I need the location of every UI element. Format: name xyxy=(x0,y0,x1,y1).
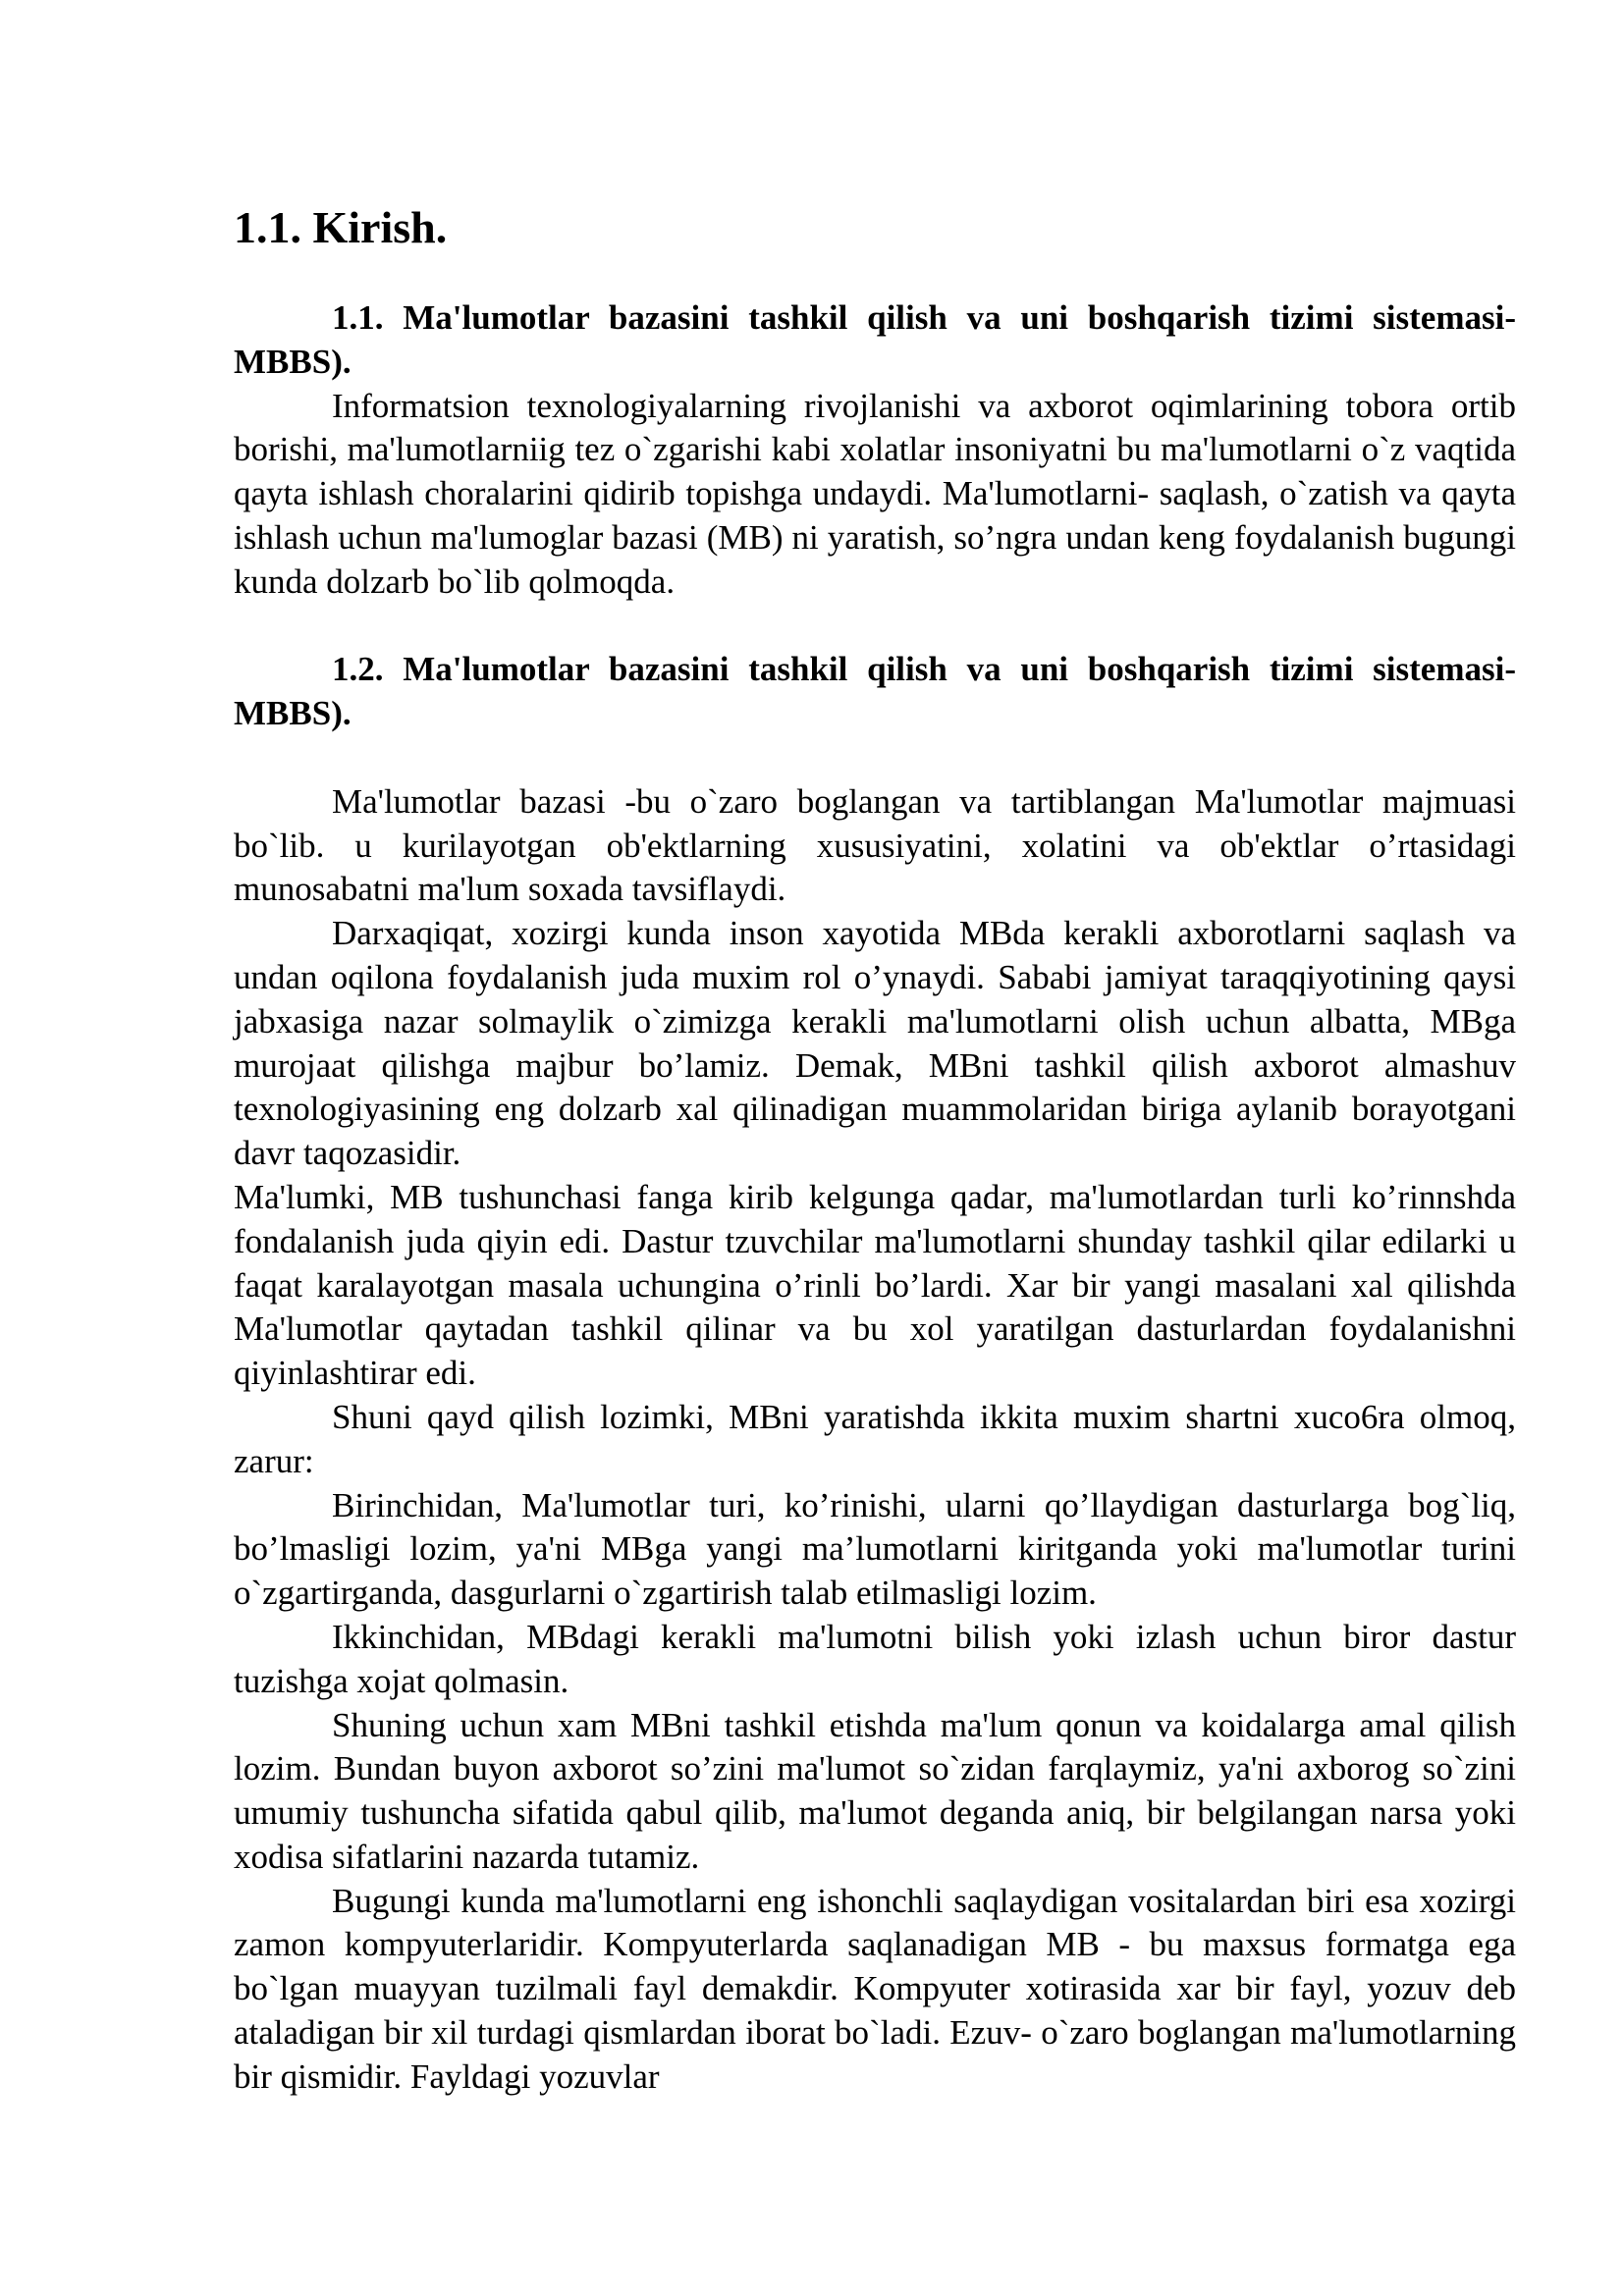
page-title: 1.1. Kirish. xyxy=(234,202,448,252)
paragraph-history: Ma'lumki, MB tushunchasi fanga kirib kelgunga qadar, ma'lumotlardan turli ko’rinnshda fondalanish juda qiyin edi. Dastur tzuvchilar ma'lumotlarni shunday tashkil qilar edilarki u faqat karalayotgan masala uchungina o’rinli bo’lardi. Xar bir yangi masalani xal qilishda Ma'lumotlar qaytadan tashkil qilinar va bu xol yaratilgan dasturlardan foydalanishni qiyinlashtirar edi. xyxy=(234,1177,1516,1393)
paragraph-second-condition: Ikkinchidan, MBdagi kerakli ma'lumotni bilish yoki izlash uchun biror dastur tuzishga xojat qolmasin. xyxy=(234,1617,1516,1700)
paragraph-computers: Bugungi kunda ma'lumotlarni eng ishonchli saqlaydigan vositalardan biri esa xozirgi zamon kompyuterlaridir. Kompyuterlarda saqlanadigan MB - bu maxsus formatga ega bo`lgan muayyan tuzilmali fayl demakdir. Kompyuter xotirasida xar bir fayl, yozuv deb ataladigan bir xil turdagi qismlardan iborat bo`ladi. Ezuv- o`zaro boglangan ma'lumotlarning bir qismidir. Fayldagi yozuvlar xyxy=(234,1881,1516,2096)
section-heading-1-2: 1.2. Ma'lumotlar bazasini tashkil qilish va uni boshqarish tizimi sistemasi-MBBS). xyxy=(234,650,1516,733)
paragraph-intro: Informatsion texnologiyalarning rivojlanishi va axborot oqimlarining tobora ortib borishi, ma'lumotlarniig tez o`zgarishi kabi xolatlar insoniyatni bu ma'lumotlarni o`z vaqtida qayta ishlash choralarini qidirib topishga undaydi. Ma'lumotlarni- saqlash, o`zatish va qayta ishlash uchun ma'lumoglar bazasi (MB) ni yaratish, so’ngra undan keng foydalanish bugungi kunda dolzarb bo`lib qolmoqda. xyxy=(234,386,1516,601)
paragraph-first-condition: Birinchidan, Ma'lumotlar turi, ko’rinishi, ularni qo’llaydigan dasturlarga bog`liq, bo’lmasligi lozim, ya'ni MBga yangi ma’lumotlarni kiritganda yoki ma'lumotlar turini o`zgartirganda, dasgurlarni o`zgartirish talab etilmasligi lozim. xyxy=(234,1485,1516,1613)
paragraph-rules: Shuning uchun xam MBni tashkil etishda ma'lum qonun va koidalarga amal qilish lozim. Bundan buyon axborot so’zini ma'lumot so`zidan farqlaymiz, ya'ni axborog so`zini umumiy tushuncha sifatida qabul qilib, ma'lumot deganda aniq, bir belgilangan narsa yoki xodisa sifatlarini nazarda tutamiz. xyxy=(234,1705,1516,1876)
paragraph-definition: Ma'lumotlar bazasi -bu o`zaro boglangan va tartiblangan Ma'lumotlar majmuasi bo`lib. u kurilayotgan ob'ektlarning xususiyatini, xolatini va ob'ektlar o’rtasidagi munosabatni ma'lum soxada tavsiflaydi. xyxy=(234,781,1516,909)
paragraph-conditions: Shuni qayd qilish lozimki, MBni yaratishda ikkita muxim shartni xuco6ra olmoq, zarur: xyxy=(234,1397,1516,1480)
document-page xyxy=(234,196,1516,2100)
paragraph-importance: Darxaqiqat, xozirgi kunda inson xayotida MBda kerakli axborotlarni saqlash va undan oqilona foydalanish juda muxim rol o’ynaydi. Sababi jamiyat taraqqiyotining qaysi jabxasiga nazar solmaylik o`zimizga kerakli ma'lumotlarni olish uchun albatta, MBga murojaat qilishga majbur bo’lamiz. Demak, MBni tashkil qilish axborot almashuv texnologiyasining eng dolzarb xal qilinadigan muammolaridan biriga aylanib borayotgani davr taqozasidir. xyxy=(234,914,1516,1173)
section-heading-1-1: 1.1. Ma'lumotlar bazasini tashkil qilish va uni boshqarish tizimi sistemasi-MBBS). xyxy=(234,298,1516,381)
